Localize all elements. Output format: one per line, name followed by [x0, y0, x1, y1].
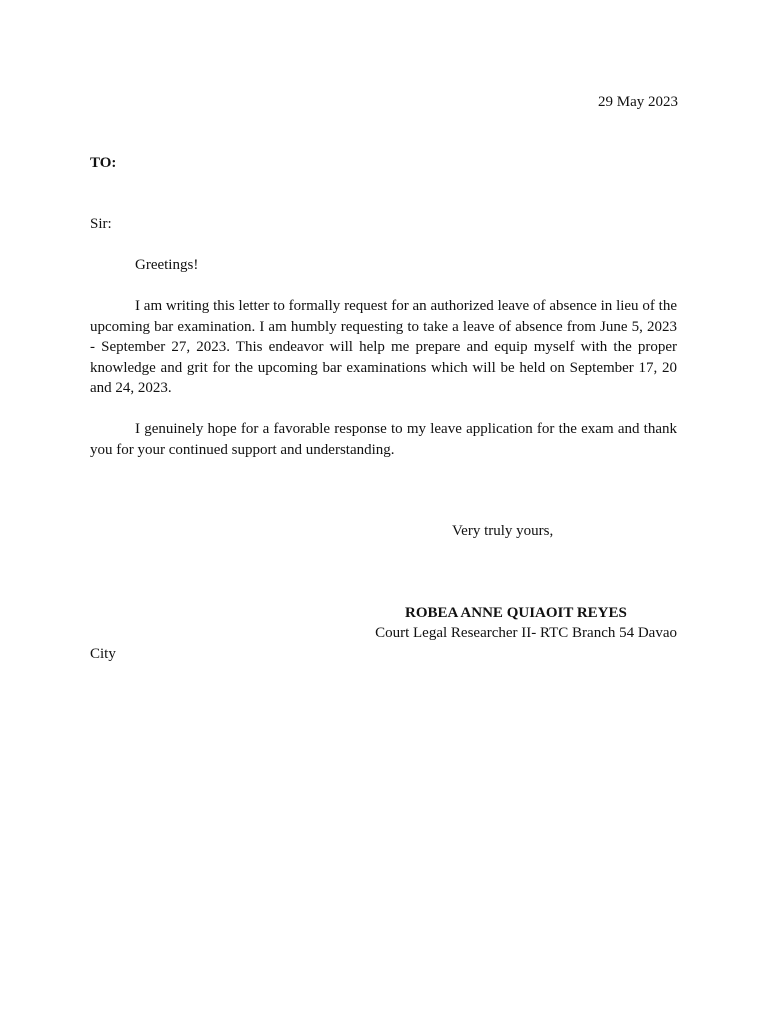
complimentary-close: Very truly yours,	[452, 523, 554, 539]
body-paragraph-request: I am writing this letter to formally request for an authorized leave of absence in lieu of the upcoming bar examination. I am humbly requesting to take a leave of absence from June 5, 2023 - September 27, 2023. This endeavor will help me prepare and equip myself with the proper knowledge and grit for the upcoming bar examinations which will be held on September 17, 20 and 24, 2023.	[90, 298, 677, 396]
body-paragraph-thanks: I genuinely hope for a favorable response to my leave application for the exam and thank you for your continued support and understanding.	[90, 421, 677, 458]
signatory-title-line1: Court Legal Researcher II- RTC Branch 54 Davao	[375, 625, 677, 641]
signatory-title	[90, 623, 677, 664]
signatory-name: ROBEA ANNE QUIAOIT REYES	[405, 605, 627, 621]
letter-date: 29 May 2023	[598, 94, 678, 110]
salutation: Sir:	[90, 216, 112, 232]
greeting: Greetings!	[135, 257, 199, 273]
signatory-title-line2: City	[90, 645, 116, 662]
recipient-label: TO:	[90, 155, 117, 171]
